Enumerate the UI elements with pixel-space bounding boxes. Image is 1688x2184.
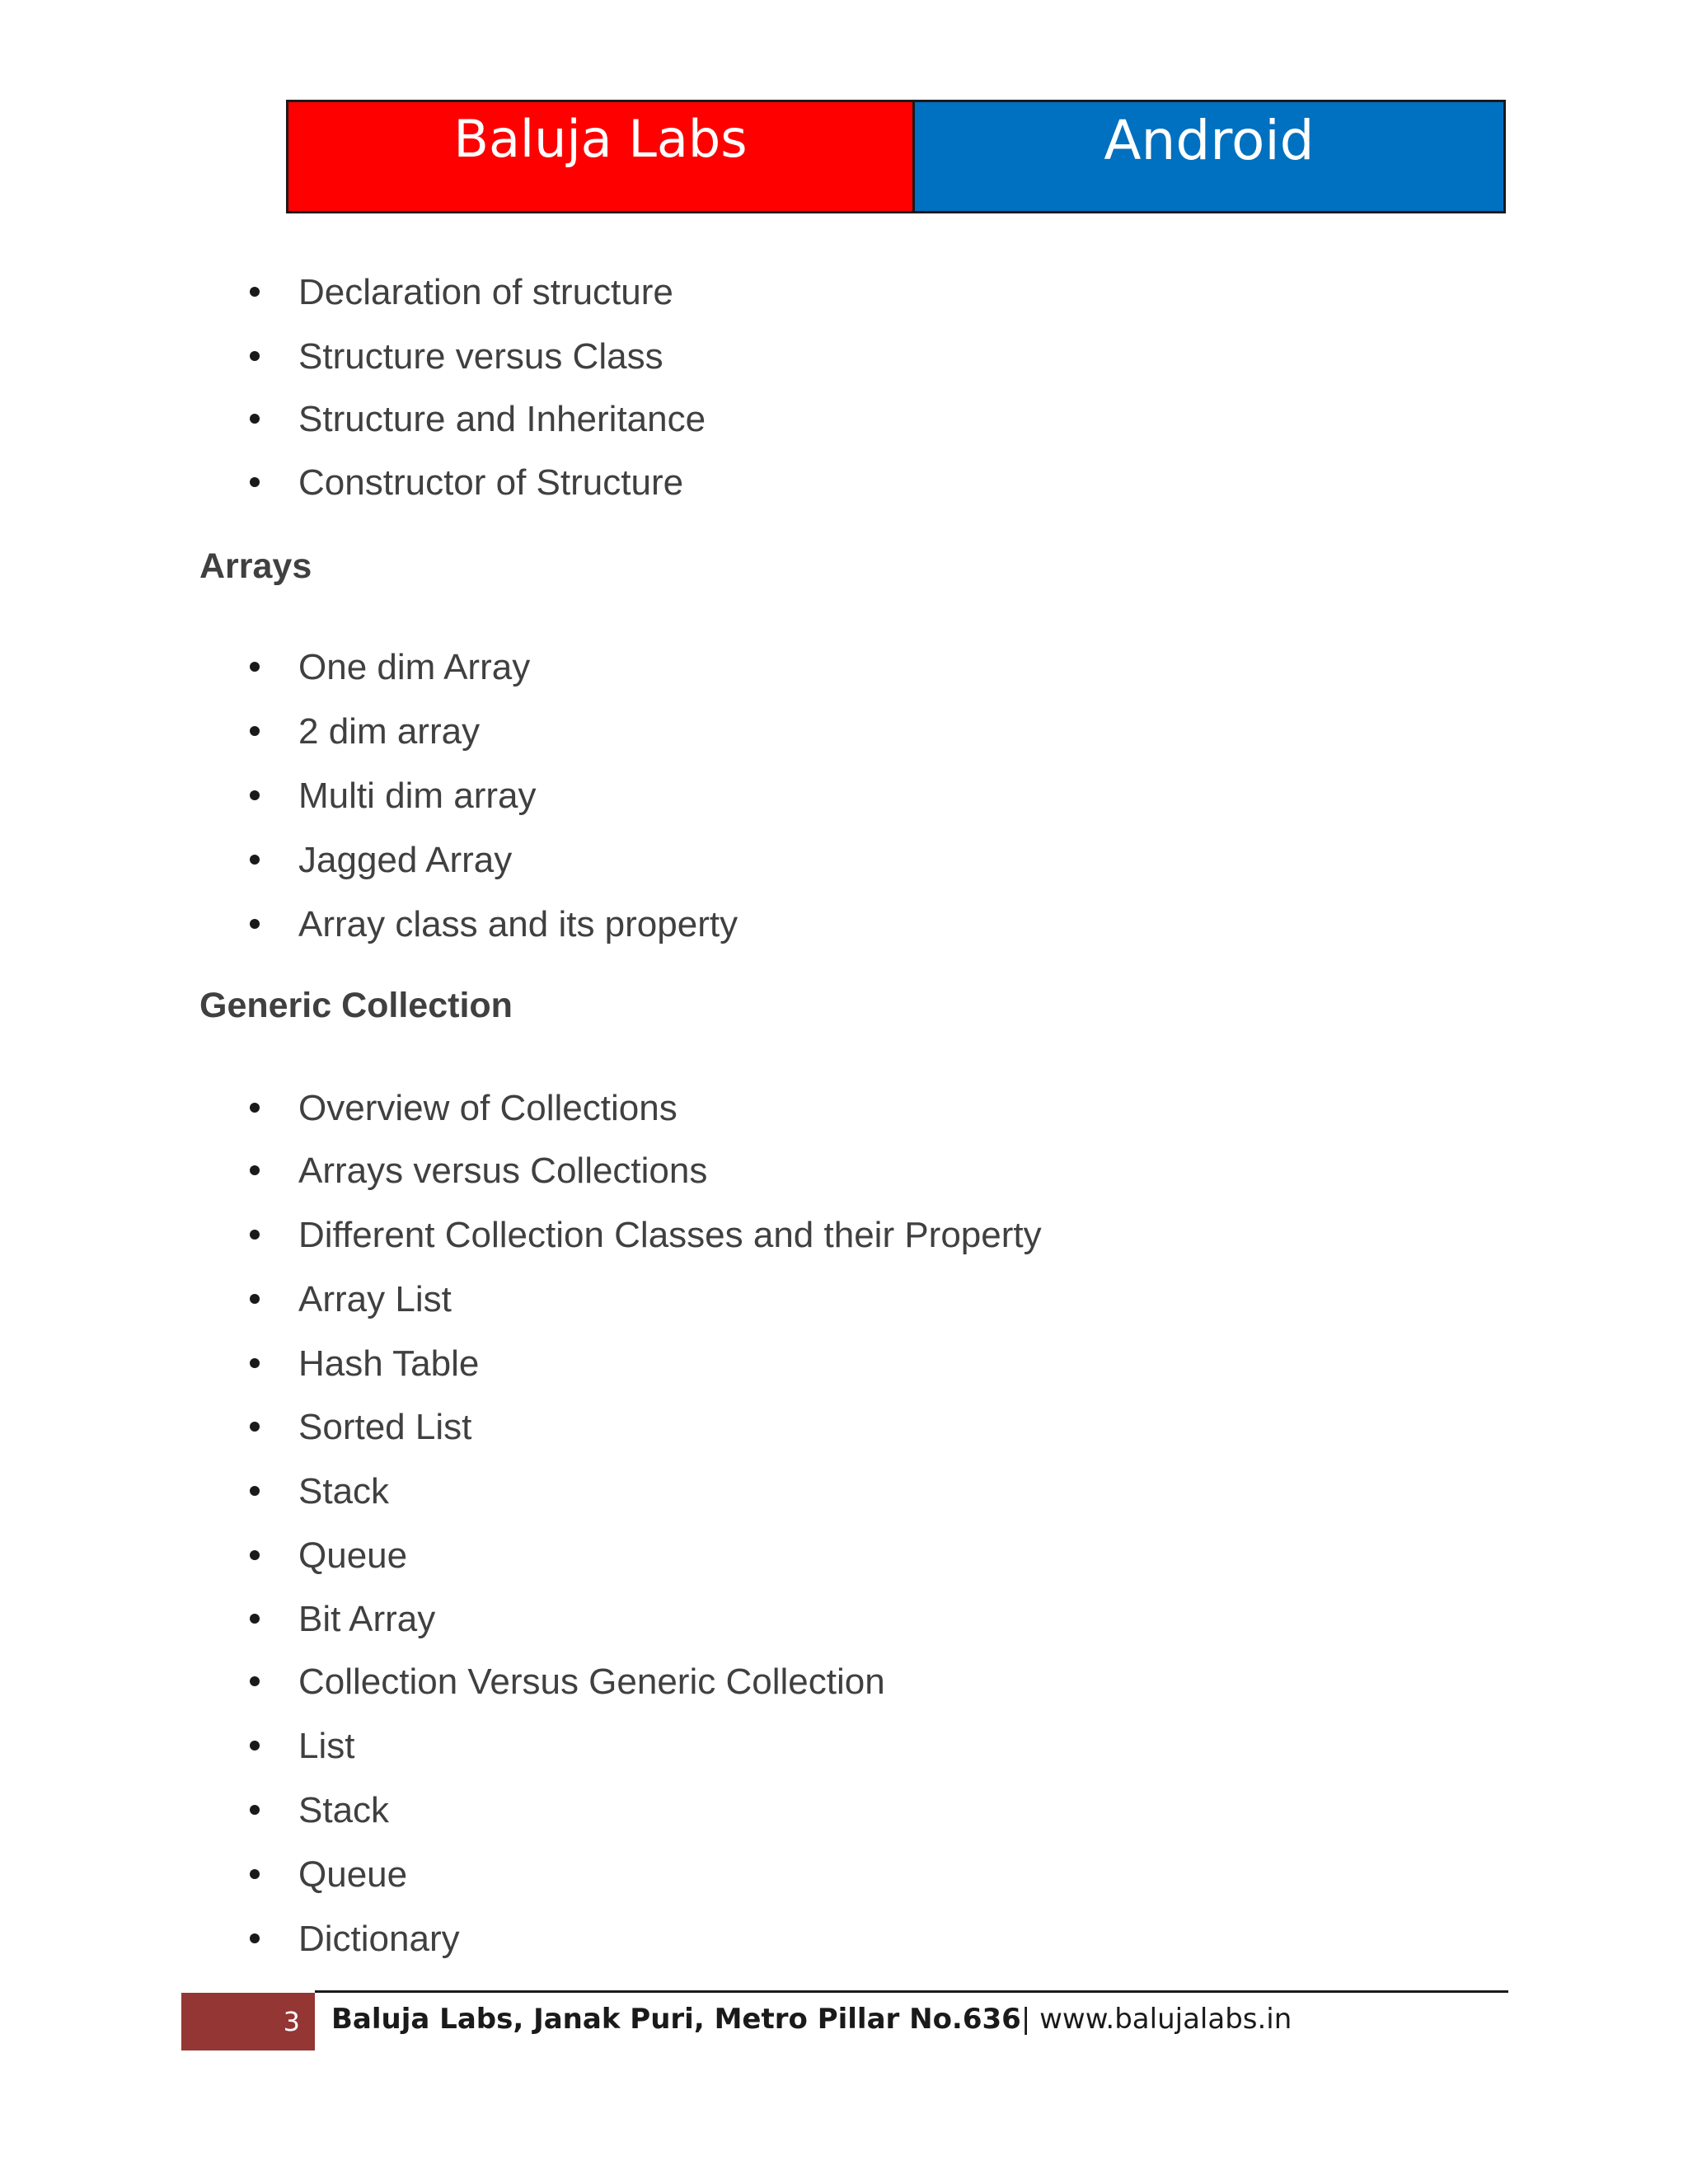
bullet-icon	[250, 1486, 260, 1496]
bullet-icon	[250, 1165, 260, 1175]
bullet-icon	[250, 1741, 260, 1750]
bullet-icon	[250, 1103, 260, 1113]
bullet-icon	[250, 1676, 260, 1686]
bullet-icon	[250, 287, 260, 297]
page-number: 3	[181, 1993, 315, 2050]
bullet-icon	[250, 855, 260, 865]
bullet-icon	[250, 414, 260, 424]
footer-website-link[interactable]: www.balujalabs.in	[1039, 2003, 1292, 2036]
bullet-icon	[250, 726, 260, 736]
header-brand: Baluja Labs	[288, 102, 915, 211]
arrays-heading: Arrays	[199, 546, 312, 586]
bullet-icon	[250, 1869, 260, 1879]
generic-collection-heading: Generic Collection	[199, 986, 513, 1025]
header-course: Android	[915, 102, 1503, 211]
footer-info	[331, 2003, 1292, 2036]
bullet-icon	[250, 1550, 260, 1560]
bullet-icon	[250, 1422, 260, 1432]
bullet-icon	[250, 477, 260, 487]
bullet-icon	[250, 1294, 260, 1304]
bullet-icon	[250, 1614, 260, 1624]
bullet-icon	[250, 1230, 260, 1240]
footer-separator: |	[1020, 2003, 1031, 2036]
bullet-icon	[250, 351, 260, 361]
bullet-icon	[250, 1933, 260, 1943]
footer-divider	[315, 1990, 1508, 1993]
bullet-icon	[250, 1358, 260, 1368]
header-banner	[286, 100, 1506, 213]
bullet-icon	[250, 790, 260, 800]
bullet-icon	[250, 919, 260, 929]
bullet-icon	[250, 1805, 260, 1815]
bullet-icon	[250, 662, 260, 672]
footer-address: Baluja Labs, Janak Puri, Metro Pillar No.636	[331, 2003, 1021, 2036]
